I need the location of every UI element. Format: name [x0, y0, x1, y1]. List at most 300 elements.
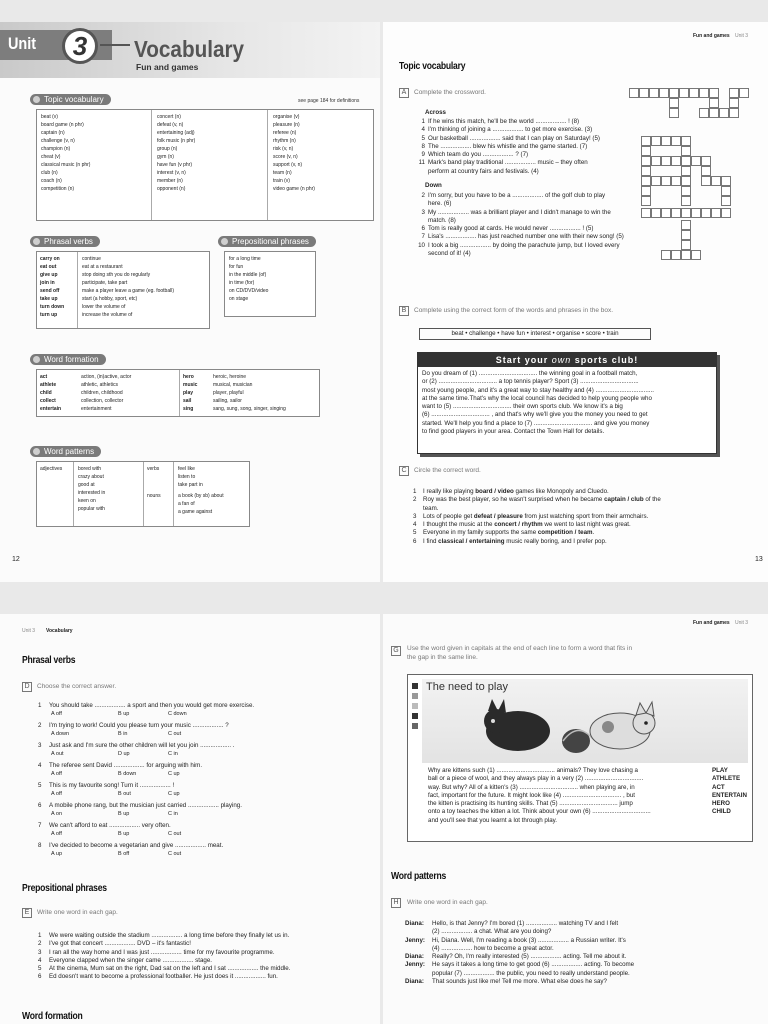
- word-item: organise (v): [273, 114, 300, 120]
- square-marker: [412, 723, 418, 729]
- word-item: defeat (v, n): [157, 122, 184, 128]
- crossword-cell[interactable]: [729, 108, 739, 118]
- crossword-grid: [627, 86, 757, 286]
- phrasal-meaning: participate, take part: [82, 280, 128, 286]
- dialogue-line: Diana: Really? Oh, I'm really interested (5) .................. acting. Tell me about it.: [405, 953, 627, 961]
- adjectives-list: [78, 465, 105, 513]
- section-title-word-patterns: Word patterns: [391, 870, 447, 882]
- dialogue: [405, 920, 634, 986]
- derived-words: action, (in)active, actor: [81, 374, 132, 380]
- nouns-label-col: [147, 492, 161, 500]
- root-word: collect: [40, 398, 56, 404]
- mc-question: 3 Just ask and I'm sure the other children will let you join .................. .: [38, 742, 235, 749]
- phrasal-meaning: continue: [82, 256, 101, 262]
- crossword-cell[interactable]: [719, 108, 729, 118]
- sports-club-advert: [417, 352, 717, 454]
- crossword-cell[interactable]: [661, 156, 671, 166]
- nouns-label: nouns: [147, 493, 161, 499]
- circle-item: 5 Everyone in my family supports the same competition / team.: [413, 529, 595, 537]
- word-item: team (n): [273, 170, 292, 176]
- crossword-cell[interactable]: [721, 208, 731, 218]
- crossword-cell[interactable]: [729, 88, 739, 98]
- crossword-cell[interactable]: [701, 176, 711, 186]
- phrasal-verbs-list: [40, 255, 64, 319]
- phrasal-verb: give up: [40, 272, 58, 278]
- crossword-cell[interactable]: [721, 196, 731, 206]
- option-c[interactable]: C down: [168, 711, 187, 717]
- section-title-prepositional-phrases: Prepositional phrases: [22, 882, 107, 894]
- square-marker: [412, 703, 418, 709]
- crossword-cell[interactable]: [679, 88, 689, 98]
- page-subtitle: Fun and games: [136, 62, 199, 72]
- crossword-cell[interactable]: [659, 88, 669, 98]
- formation-right-derived: [213, 373, 286, 413]
- clue: 11 Mark's band play traditional .................. music – they often: [418, 159, 588, 167]
- word-item: interest (v, n): [157, 170, 186, 176]
- word-formation-heading: Word formation: [30, 354, 106, 365]
- article-text: Why are kittens such (1) .................................. animals? They love chasing a ball or a piece of wool, and they always play in a very (2) .................................. way. But why? All of a kitten's (3) .................................. when playing are, in fact, important for the future. It might look like (4) .................................. , but the kitten is practising its hunting skills. That (5) .................................. jump onto a toy teaches the kitten a lot. Think about your own (6) .................................. and you'll see that you learnt a lot through play.: [428, 767, 651, 824]
- phrasal-meaning: lower the volume of: [82, 304, 126, 310]
- crossword-cell[interactable]: [651, 176, 661, 186]
- crossword-cell[interactable]: [691, 208, 701, 218]
- crossword-cell[interactable]: [641, 136, 651, 146]
- section-title-topic-vocabulary: Topic vocabulary: [399, 60, 466, 72]
- derived-words: children, childhood: [81, 390, 123, 396]
- word-item: challenge (v, n): [41, 138, 75, 144]
- running-header-unit: Unit 3: [735, 33, 749, 39]
- page-14: [0, 614, 380, 1024]
- exercise-letter: G: [391, 646, 401, 656]
- crossword-cell[interactable]: [711, 208, 721, 218]
- word-item: club (n): [41, 170, 58, 176]
- crossword-cell[interactable]: [651, 156, 661, 166]
- clue: 1 If he wins this match, he'll be the world .................. ! (8): [421, 118, 580, 125]
- phrasal-verb: take up: [40, 296, 58, 302]
- crossword-cell[interactable]: [629, 88, 639, 98]
- exercise-instruction: Write one word in each gap.: [37, 909, 118, 916]
- circle-word-items: [413, 488, 661, 546]
- section-title-phrasal-verbs: Phrasal verbs: [22, 654, 76, 666]
- phrasal-meaning: eat at a restaurant: [82, 264, 123, 270]
- pattern-item: interested in: [78, 490, 106, 496]
- crossword-cell[interactable]: [681, 196, 691, 206]
- crossword-cell[interactable]: [691, 250, 701, 260]
- phrasal-verb: send off: [40, 288, 60, 294]
- mc-question: 2 I'm trying to work! Could you please turn your music .................. ?: [38, 722, 229, 729]
- crossword-cell[interactable]: [671, 208, 681, 218]
- word-item: opponent (n): [157, 186, 186, 192]
- advert-title: Start your own sports club!: [418, 353, 716, 367]
- crossword-cell[interactable]: [651, 208, 661, 218]
- phrasal-verbs-heading: Phrasal verbs: [30, 236, 100, 247]
- word-item: risk (v, n): [273, 146, 294, 152]
- derived-words: sang, sung, song, singer, singing: [213, 406, 286, 412]
- running-header: Fun and games: [693, 33, 730, 39]
- word-item: score (v, n): [273, 154, 298, 160]
- option-c[interactable]: C in: [168, 751, 178, 757]
- mc-question: 6 A mobile phone rang, but the musician just carried .................. playing.: [38, 802, 242, 809]
- gap-fill-items: [38, 932, 290, 982]
- dialogue-line: (4) .................. how to become a great actor.: [432, 944, 554, 952]
- crossword-cell[interactable]: [651, 136, 661, 146]
- option-c[interactable]: C out: [168, 851, 182, 857]
- clue: 8 The .................. blew his whistle and the game started. (7): [421, 142, 588, 150]
- section-title-word-formation: Word formation: [22, 1010, 83, 1022]
- running-header-unit: Unit 3: [22, 628, 36, 634]
- phrasal-meanings-list: [82, 255, 174, 319]
- verbs-list: [178, 465, 203, 489]
- exercise-letter: B: [399, 306, 409, 316]
- crossword-cell[interactable]: [671, 136, 681, 146]
- derived-words: musical, musician: [213, 382, 253, 388]
- exercise-instruction: Circle the correct word.: [414, 467, 481, 474]
- dialogue-line: Jenny: Hi, Diana. Well, I'm reading a book (3) .................. a Russian writer. It's: [405, 936, 626, 944]
- down-clues: [413, 192, 624, 258]
- root-word: sing: [183, 406, 194, 412]
- square-marker: [412, 713, 418, 719]
- mc-question: 7 We can't afford to eat .................. very often.: [38, 822, 171, 829]
- word-item: entertaining (adj): [157, 130, 195, 136]
- gap-item: 4 Everyone clapped when the singer came .................. stage.: [38, 956, 213, 964]
- word-item: gym (n): [157, 154, 174, 160]
- word-item: board game (n phr): [41, 122, 84, 128]
- crossword-cell[interactable]: [639, 88, 649, 98]
- crossword-cell[interactable]: [711, 176, 721, 186]
- option-b[interactable]: B up: [118, 831, 130, 837]
- crossword-cell[interactable]: [671, 156, 681, 166]
- crossword-cell[interactable]: [649, 88, 659, 98]
- derived-words: player, playful: [213, 390, 244, 396]
- verbs-label: verbs: [147, 466, 160, 472]
- option-c[interactable]: C out: [168, 731, 182, 737]
- exercise-letter: D: [22, 682, 32, 692]
- phrase-item: in the middle (of): [229, 272, 267, 278]
- option-a[interactable]: A off: [51, 791, 62, 797]
- crossword-cell[interactable]: [699, 88, 709, 98]
- word-formation-box: [36, 369, 320, 417]
- prepositional-phrases-heading: Prepositional phrases: [218, 236, 316, 247]
- crossword-cell[interactable]: [681, 220, 691, 230]
- circle-item: 6 I find classical / entertaining music really boring, and I prefer pop.: [413, 537, 607, 545]
- page-title: Vocabulary: [134, 36, 245, 62]
- crossword-cell[interactable]: [661, 250, 671, 260]
- unit-number: 3: [62, 28, 98, 64]
- option-b[interactable]: B out: [118, 791, 131, 797]
- option-c[interactable]: C up: [168, 791, 180, 797]
- formation-left-derived: [81, 373, 131, 413]
- crossword-cell[interactable]: [709, 98, 719, 108]
- crossword-cell[interactable]: [671, 250, 681, 260]
- exercise-instruction: Complete the crossword.: [414, 89, 486, 96]
- clue: second of it! (4): [428, 250, 471, 258]
- crossword-cell[interactable]: [641, 166, 651, 176]
- running-header-unit: Unit 3: [735, 620, 749, 626]
- exercise-instruction: Choose the correct answer.: [37, 683, 117, 690]
- gap-item: 6 Ed doesn't want to become a professional footballer. He just does it .................. fun.: [38, 973, 278, 981]
- gap-item: 3 I ran all the way home and I was just .................. time for my favourite programme.: [38, 948, 275, 956]
- topic-vocabulary-heading: Topic vocabulary: [30, 94, 111, 105]
- down-heading: Down: [425, 182, 442, 189]
- clue: 3 My .................. was a brilliant player and I didn't manage to win the: [421, 208, 611, 216]
- word-patterns-box: [36, 461, 250, 527]
- phrase-item: on stage: [229, 296, 249, 302]
- pattern-item: feel like: [178, 466, 195, 472]
- mc-question: 4 The referee sent David .................. for arguing with him.: [38, 762, 203, 769]
- option-a[interactable]: A up: [51, 851, 63, 857]
- exercise-instruction-cont: the gap in the same line.: [407, 654, 478, 661]
- mc-question: 1 You should take .................. a sport and then you would get more exercise.: [38, 702, 255, 709]
- crossword-cell[interactable]: [701, 166, 711, 176]
- phrase-item: on CD/DVD/video: [229, 288, 269, 294]
- clue: 5 Our basketball .................. said that I can play on Saturday! (5): [421, 134, 600, 142]
- crossword-cell[interactable]: [709, 88, 719, 98]
- crossword-cell[interactable]: [641, 196, 651, 206]
- crossword-cell[interactable]: [681, 176, 691, 186]
- crossword-cell[interactable]: [641, 156, 651, 166]
- unit-label: Unit: [8, 34, 37, 53]
- crossword-cell[interactable]: [641, 186, 651, 196]
- crossword-cell[interactable]: [701, 208, 711, 218]
- nouns-list: [178, 492, 224, 516]
- root-word: entertain: [40, 406, 62, 412]
- exercise-letter: A: [399, 88, 409, 98]
- prepositional-phrases-box: [224, 251, 316, 317]
- page-number: 13: [755, 556, 763, 563]
- crossword-cell[interactable]: [681, 166, 691, 176]
- crossword-cell[interactable]: [681, 136, 691, 146]
- option-b[interactable]: B in: [118, 731, 128, 737]
- pattern-item: good at: [78, 482, 95, 488]
- circle-item: 4 I thought the music at the concert / rhythm we went to last night was great.: [413, 521, 631, 529]
- word-item: video game (n phr): [273, 186, 315, 192]
- derived-words: collection, collector: [81, 398, 124, 404]
- dialogue-line: Diana: Hello, is that Jenny? I'm bored (1) .................. watching TV and I felt: [405, 920, 619, 927]
- phrasal-verbs-box: [36, 251, 210, 329]
- word-item: folk music (n phr): [157, 138, 196, 144]
- crossword-cell[interactable]: [699, 108, 709, 118]
- option-b[interactable]: B off: [118, 851, 130, 857]
- word-item: group (n): [157, 146, 178, 152]
- gap-item: 2 I've got that concert .................. DVD – it's fantastic!: [38, 940, 191, 948]
- dialogue-line: Jenny: He says it takes a long time to get good (6) .................. acting. To become: [405, 961, 635, 969]
- pattern-item: crazy about: [78, 474, 104, 480]
- mc-question: 5 This is my favourite song! Turn it .................. !: [38, 782, 175, 789]
- running-header: Fun and games: [693, 620, 730, 626]
- derived-words: heroic, heroine: [213, 374, 247, 380]
- exercise-letter: C: [399, 466, 409, 476]
- word-item: have fun (v phr): [157, 162, 193, 168]
- topic-col-3: [273, 113, 315, 193]
- formation-right-words: [183, 373, 197, 413]
- exercise-instruction: Complete using the correct form of the words and phrases in the box.: [414, 307, 614, 314]
- pattern-item: a book (by sb) about: [178, 493, 224, 499]
- page-number: 12: [12, 556, 20, 563]
- crossword-cell[interactable]: [709, 108, 719, 118]
- crossword-cell[interactable]: [661, 208, 671, 218]
- word-item: classical music (n phr): [41, 162, 91, 168]
- dialogue-line: popular (7) .................. the public, you need to really understand people.: [432, 969, 630, 977]
- option-a[interactable]: A off: [51, 771, 62, 777]
- circle-item: 2 Roy was the best player, so he wasn't surprised when he became captain / club of the: [413, 496, 661, 504]
- root-word: sail: [183, 398, 192, 404]
- across-clues: [413, 118, 600, 176]
- phrase-item: for a long time: [229, 256, 261, 262]
- option-b[interactable]: D up: [118, 751, 130, 757]
- circle-item: 3 Lots of people get defeat / pleasure from just watching sport from their armchairs.: [413, 512, 649, 520]
- word-item: support (v, n): [273, 162, 303, 168]
- option-c[interactable]: C up: [168, 771, 180, 777]
- exercise-instruction: Use the word given in capitals at the end of each line to form a word that fits in: [407, 645, 633, 652]
- word-item: concert (n): [157, 114, 181, 120]
- title-rule: [100, 44, 130, 46]
- gap-item: 1 We were waiting outside the stadium .................. a long time before they finally let us in.: [38, 932, 290, 939]
- crossword-cell[interactable]: [641, 176, 651, 186]
- crossword-cell[interactable]: [661, 176, 671, 186]
- clue: here. (6): [428, 200, 452, 208]
- option-a[interactable]: A down: [51, 731, 70, 737]
- crossword-cell[interactable]: [721, 176, 731, 186]
- crossword-cell[interactable]: [669, 88, 679, 98]
- adjectives-label-col: [40, 465, 62, 473]
- root-word: play: [183, 390, 194, 396]
- word-item: rhythm (n): [273, 138, 296, 144]
- pattern-item: take part in: [178, 482, 203, 488]
- clue: 6 Tom is really good at cards. He would never .................. ! (5): [421, 225, 594, 233]
- across-heading: Across: [425, 109, 446, 116]
- crossword-cell[interactable]: [701, 156, 711, 166]
- word-item: competition (n): [41, 186, 75, 192]
- option-a[interactable]: A out: [51, 751, 64, 757]
- prepositional-list: [229, 255, 268, 303]
- crossword-cell[interactable]: [689, 88, 699, 98]
- multiple-choice-list: [38, 702, 368, 872]
- dialogue-line: Diana: That sounds just like me! Tell me more. What else does he say?: [405, 978, 607, 986]
- article-box: [407, 674, 753, 842]
- clue: 7 Lisa's .................. has just reached number one with their new song! (5): [421, 233, 624, 241]
- derived-words: entertainment: [81, 406, 112, 412]
- crossword-cell[interactable]: [681, 240, 691, 250]
- phrasal-verb: turn down: [40, 304, 65, 310]
- article-title: The need to play: [426, 681, 508, 693]
- crossword-cell[interactable]: [681, 230, 691, 240]
- exercise-letter: H: [391, 898, 401, 908]
- word-item: pleasure (n): [273, 122, 300, 128]
- verbs-label-col: [147, 465, 159, 473]
- clue: 4 I'm thinking of joining a .................. to get more exercise. (3): [421, 126, 593, 134]
- pattern-item: keen on: [78, 498, 96, 504]
- clue: 2 I'm sorry, but you have to be a .................. of the golf club to play: [421, 192, 606, 199]
- gap-item: 5 At the cinema, Mum sat on the right, Dad sat on the left and I sat .................. the middle.: [38, 965, 291, 973]
- phrasal-verb: turn up: [40, 312, 58, 318]
- crossword-cell[interactable]: [661, 136, 671, 146]
- topic-col-1: [41, 113, 90, 193]
- phrasal-verb: join in: [40, 280, 55, 286]
- word-item: train (v): [273, 178, 290, 184]
- dialogue-line: (2) .................. a chat. What are you doing?: [432, 928, 552, 936]
- option-a[interactable]: A on: [51, 811, 63, 817]
- phrasal-meaning: increase the volume of: [82, 312, 133, 318]
- square-marker: [412, 693, 418, 699]
- clue: match. (8): [428, 216, 456, 224]
- phrasal-meaning: start (a hobby, sport, etc): [82, 296, 138, 302]
- word-item: member (n): [157, 178, 183, 184]
- option-a[interactable]: A off: [51, 711, 62, 717]
- crossword-cell[interactable]: [669, 98, 679, 108]
- crossword-cell[interactable]: [691, 156, 701, 166]
- pattern-item: popular with: [78, 506, 105, 512]
- crossword-cell[interactable]: [671, 176, 681, 186]
- running-header: Vocabulary: [46, 628, 73, 634]
- option-c[interactable]: C out: [168, 831, 182, 837]
- crossword-cell[interactable]: [681, 208, 691, 218]
- page-13: [383, 22, 768, 582]
- word-item: captain (n): [41, 130, 65, 136]
- crossword-cell[interactable]: [641, 208, 651, 218]
- crossword-cell[interactable]: [681, 156, 691, 166]
- pattern-item: bored with: [78, 466, 102, 472]
- crossword-cell[interactable]: [669, 108, 679, 118]
- phrasal-meaning: make a player leave a game (eg. football): [82, 288, 174, 294]
- root-word: hero: [183, 374, 194, 380]
- option-b[interactable]: B up: [118, 711, 130, 717]
- crossword-cell[interactable]: [729, 98, 739, 108]
- crossword-cell[interactable]: [681, 146, 691, 156]
- option-a[interactable]: A off: [51, 831, 62, 837]
- derived-words: sailing, sailor: [213, 398, 242, 404]
- word-box: beat • challenge • have fun • interest • organise • score • train: [419, 328, 651, 340]
- pattern-item: listen to: [178, 474, 196, 480]
- root-word: athlete: [40, 382, 57, 388]
- topic-col-2: [157, 113, 195, 193]
- phrase-item: in time (for): [229, 280, 255, 286]
- option-b[interactable]: B up: [118, 811, 130, 817]
- crossword-cell[interactable]: [681, 250, 691, 260]
- pattern-item: a game against: [178, 509, 213, 515]
- adjectives-label: adjectives: [40, 466, 63, 472]
- word-item: champion (n): [41, 146, 71, 152]
- page-15: [383, 614, 768, 1024]
- crossword-cell[interactable]: [681, 186, 691, 196]
- clue: 10 I took a big .................. by doing the parachute jump, but I loved every: [418, 241, 620, 249]
- circle-item: team.: [423, 504, 439, 512]
- formation-left-words: [40, 373, 61, 413]
- crossword-cell[interactable]: [641, 146, 651, 156]
- option-c[interactable]: C in: [168, 811, 178, 817]
- word-item: cheat (v): [41, 154, 61, 160]
- advert-text: Do you dream of (1) .................................. the winning goal in a football match, or (2) .................................. a top tennis player? Sport (3) .................................. most young people, and it's a great way to stay healthy and (4) .................................. at the same time.That's why the local council has decided to help young people who want to (5) .................................. their own sports club. We know it's a big (6) .................................. , and that's why we'll give you the money you need to get started. We'll help you find a place to (7) .................................. and give you money to find good players in your area. Contact the Town Hall for details.: [422, 370, 654, 436]
- root-word: music: [183, 382, 198, 388]
- root-word: child: [40, 390, 52, 396]
- clue: 9 Which team do you .................. ? (7): [421, 151, 529, 159]
- phrasal-verb: carry on: [40, 256, 60, 262]
- phrasal-meaning: stop doing sth you do regularly: [82, 272, 151, 278]
- definitions-reference: see page 184 for definitions: [298, 98, 360, 104]
- option-b[interactable]: B down: [118, 771, 137, 777]
- crossword-cell[interactable]: [721, 186, 731, 196]
- mc-question: 8 I've decided to become a vegetarian and give .................. meat.: [38, 842, 224, 849]
- root-word: act: [40, 374, 48, 380]
- derived-words: athletic, athletics: [81, 382, 118, 388]
- article-keywords: PLAY ATHLETE ACT ENTERTAIN HERO CHILD: [712, 767, 747, 816]
- kittens-illustration: [468, 691, 668, 763]
- topic-vocabulary-box: [36, 109, 374, 221]
- clue: perform at country fairs and festivals. (4): [428, 167, 539, 175]
- word-item: referee (n): [273, 130, 297, 136]
- exercise-instruction: Write one word in each gap.: [407, 899, 488, 906]
- crossword-cell[interactable]: [739, 88, 749, 98]
- phrase-item: for fun: [229, 264, 244, 270]
- pattern-item: a fan of: [178, 501, 195, 507]
